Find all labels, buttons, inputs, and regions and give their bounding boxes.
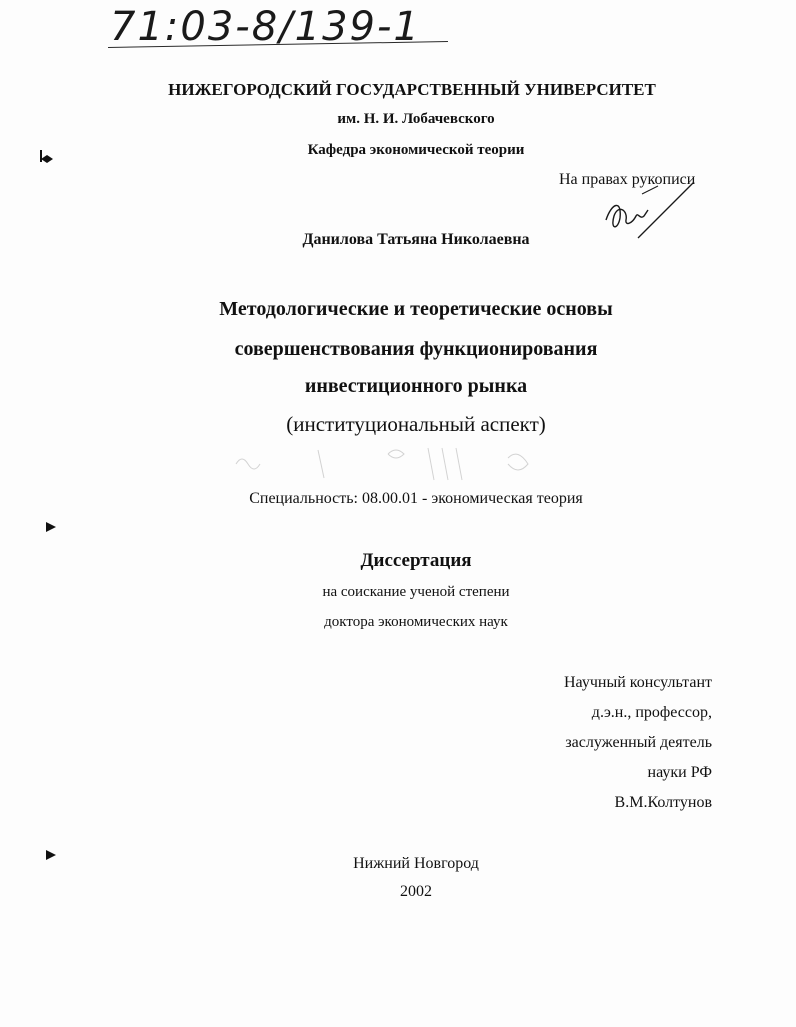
binding-hole-mark-1 [40,152,54,166]
year: 2002 [400,883,432,900]
catalog-number: 71:03-8/139-1 [110,4,421,50]
advisor-honor: заслуженный деятель [565,734,712,751]
city: Нижний Новгород [353,855,479,872]
advisor-degree: д.э.н., профессор, [591,704,712,721]
work-type-label: Диссертация [360,550,472,571]
advisor-honor-cont: науки РФ [647,764,712,781]
university-name: НИЖЕГОРОДСКИЙ ГОСУДАРСТВЕННЫЙ УНИВЕРСИТЕТ [168,80,656,99]
binding-tick [40,150,42,162]
advisor-role: Научный консультант [564,674,712,691]
author-name: Данилова Татьяна Николаевна [302,231,530,248]
title-subtitle: (институциональный аспект) [286,412,546,436]
work-type-line-2: доктора экономических наук [324,614,508,630]
university-named-after: им. Н. И. Лобачевского [337,111,495,127]
binding-hole-mark-3 [44,848,58,862]
manuscript-note: На правах рукописи [559,171,696,188]
work-type-line-1: на соискание ученой степени [322,584,510,600]
department-name: Кафедра экономической теории [307,142,525,158]
faint-stamp-artifact [228,444,548,484]
binding-hole-mark-2 [44,520,58,534]
title-line-2: совершенствования функционирования [234,338,598,360]
title-line-1: Методологические и теоретические основы [219,298,613,320]
advisor-name: В.М.Колтунов [614,794,712,811]
specialty: Специальность: 08.00.01 - экономическая теория [249,490,583,507]
title-line-3: инвестиционного рынка [304,375,528,397]
